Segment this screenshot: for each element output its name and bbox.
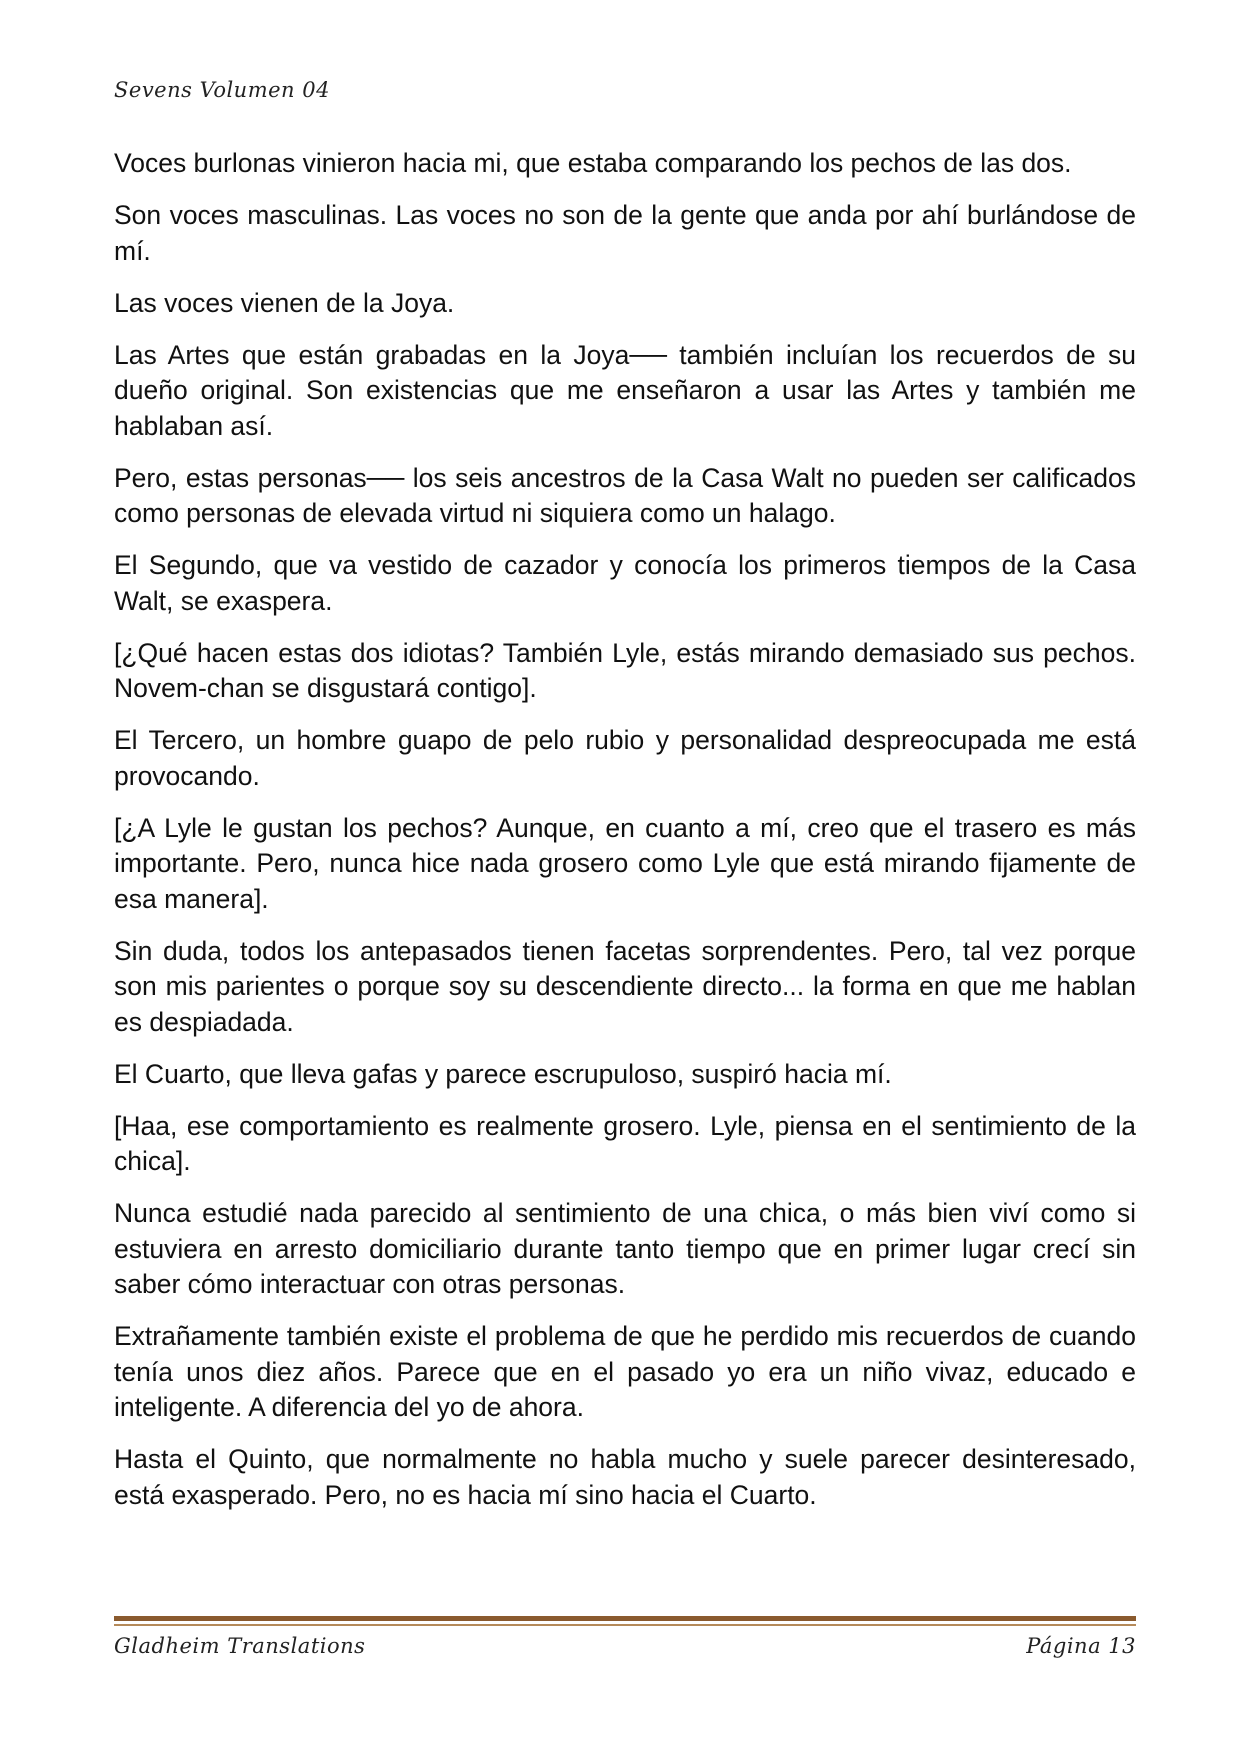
paragraph: Pero, estas personas── los seis ancestros de la Casa Walt no pueden ser calificados como personas de elevada virtud ni siquiera como un halago. bbox=[114, 462, 1136, 528]
paragraph: El Segundo, que va vestido de cazador y conocía los primeros tiempos de la Casa Walt, se exaspera. bbox=[114, 550, 1136, 616]
footer-divider-thick bbox=[114, 1616, 1136, 1621]
paragraph: El Tercero, un hombre guapo de pelo rubio y personalidad despreocupada me está provocando. bbox=[114, 725, 1136, 791]
paragraph: El Cuarto, que lleva gafas y parece escrupuloso, suspiró hacia mí. bbox=[114, 1058, 892, 1089]
paragraph: Hasta el Quinto, que normalmente no habla mucho y suele parecer desinteresado, está exasperado. Pero, no es hacia mí sino hacia el Cuarto. bbox=[114, 1444, 1136, 1510]
paragraph: Nunca estudié nada parecido al sentimiento de una chica, o más bien viví como si estuviera en arresto domiciliario durante tanto tiempo que en primer lugar crecí sin saber cómo interactuar con otras personas. bbox=[114, 1198, 1136, 1299]
body-text bbox=[114, 146, 1136, 1530]
paragraph: [Haa, ese comportamiento es realmente grosero. Lyle, piensa en el sentimiento de la chica]. bbox=[114, 1110, 1136, 1176]
paragraph: Extrañamente también existe el problema de que he perdido mis recuerdos de cuando tenía unos diez años. Parece que en el pasado yo era un niño vivaz, educado e inteligente. A diferencia del yo de ahora. bbox=[114, 1321, 1136, 1422]
paragraph: Voces burlonas vinieron hacia mi, que estaba comparando los pechos de las dos. bbox=[114, 148, 1072, 178]
paragraph: Sin duda, todos los antepasados tienen facetas sorprendentes. Pero, tal vez porque son mis parientes o porque soy su descendiente directo... la forma en que me hablan es despiadada. bbox=[114, 935, 1136, 1037]
paragraph: [¿Qué hacen estas dos idiotas? También Lyle, estás mirando demasiado sus pechos. Novem-chan se disgustará contigo]. bbox=[114, 637, 1136, 703]
paragraph: Son voces masculinas. Las voces no son de la gente que anda por ahí burlándose de mí. bbox=[114, 200, 1136, 266]
footer-publisher: Gladheim Translations bbox=[114, 1634, 366, 1658]
paragraph: [¿A Lyle le gustan los pechos? Aunque, en cuanto a mí, creo que el trasero es más importante. Pero, nunca hice nada grosero como Lyle que está mirando fijamente de esa manera]. bbox=[114, 812, 1136, 914]
page-number: Página 13 bbox=[1026, 1634, 1136, 1658]
paragraph: Las Artes que están grabadas en la Joya── también incluían los recuerdos de su dueño original. Son existencias que me enseñaron a usar las Artes y también me hablaban así. bbox=[114, 339, 1136, 441]
paragraph: Las voces vienen de la Joya. bbox=[114, 287, 455, 318]
running-header: Sevens Volumen 04 bbox=[114, 78, 330, 102]
footer-divider-thin bbox=[114, 1624, 1136, 1626]
